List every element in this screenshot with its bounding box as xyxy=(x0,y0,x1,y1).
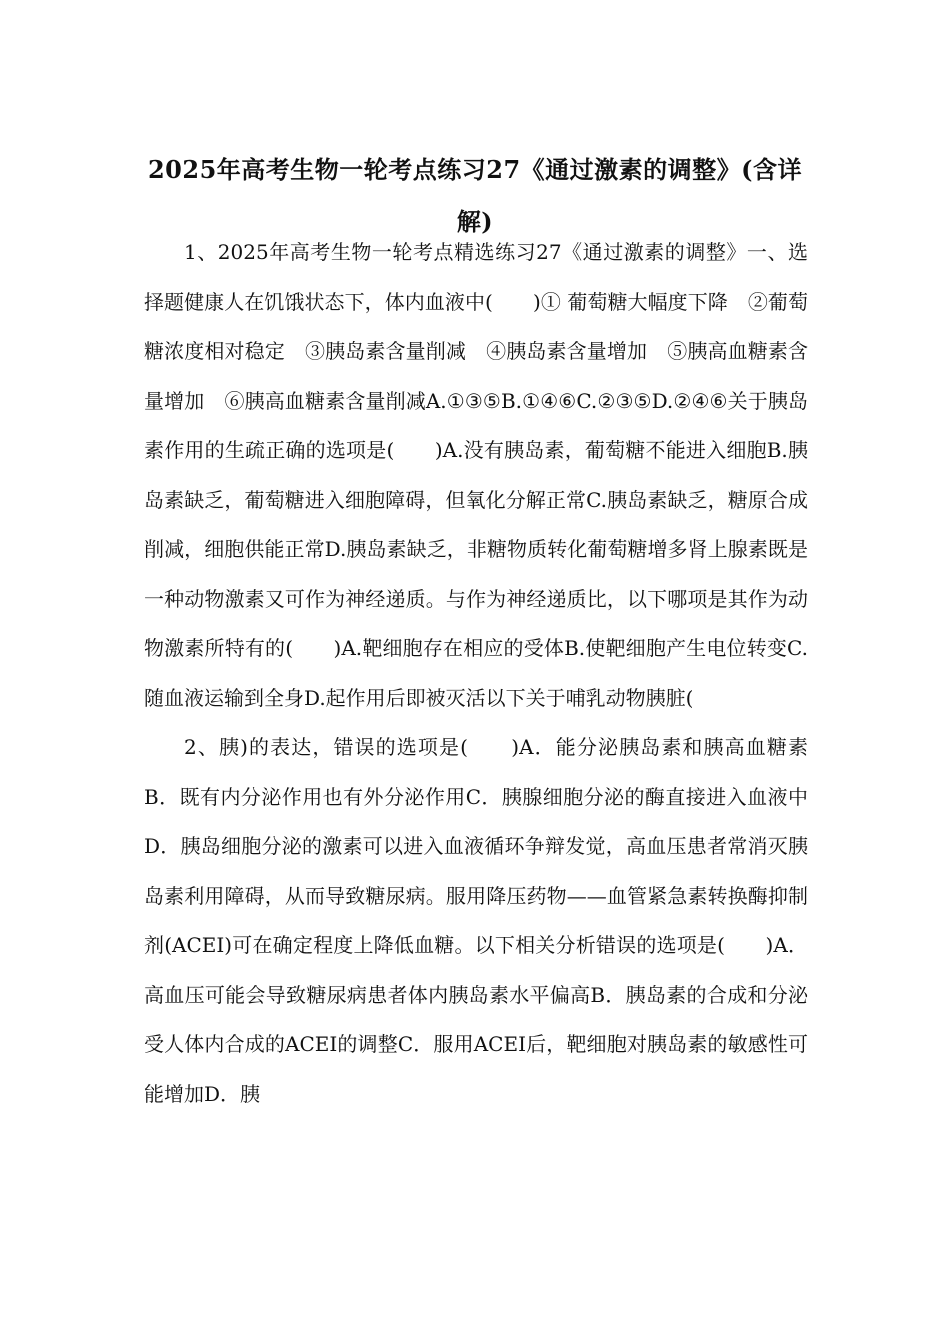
document-title: 2025年高考生物一轮考点练习27《通过激素的调整》(含详解) xyxy=(147,155,803,237)
paragraph-2: 2、胰)的表达，错误的选项是( )A．能分泌胰岛素和胰高血糖素B．既有内分泌作用也有外分泌作用C．胰腺细胞分泌的酶直接进入血液中D．胰岛细胞分泌的激素可以进入血液循环争辩发觉，高血压患者常消灭胰岛素利用障碍，从而导致糖尿病。服用降压药物——血管紧急素转换酶抑制剂(ACEI)可在确定程度上降低血糖。以下相关分析错误的选项是( )A．高血压可能会导致糖尿病患者体内胰岛素水平偏高B．胰岛素的合成和分泌受人体内合成的ACEI的调整C．服用ACEI后，靶细胞对胰岛素的敏感性可能增加D．胰 xyxy=(144,735,808,1106)
paragraph-1: 1、2025年高考生物一轮考点精选练习27《通过激素的调整》一、选择题健康人在饥饿状态下，体内血液中( )① 葡萄糖大幅度下降 ②葡萄糖浓度相对稳定 ③胰岛素含量削减 ④胰岛素含量增加 ⑤胰高血糖素含量增加 ⑥胰高血糖素含量削减A.①③⑤B.①④⑥C.②③⑤D.②④⑥关于胰岛素作用的生疏正确的选项是( )A.没有胰岛素，葡萄糖不能进入细胞B.胰岛素缺乏，葡萄糖进入细胞障碍，但氧化分解正常C.胰岛素缺乏，糖原合成削减，细胞供能正常D.胰岛素缺乏，非糖物质转化葡萄糖增多肾上腺素既是一种动物激素又可作为神经递质。与作为神经递质比，以下哪项是其作为动物激素所特有的( )A.靶细胞存在相应的受体B.使靶细胞产生电位转变C.随血液运输到全身D.起作用后即被灭活以下关于哺乳动物胰脏( xyxy=(144,240,808,710)
document-body xyxy=(144,228,808,1119)
